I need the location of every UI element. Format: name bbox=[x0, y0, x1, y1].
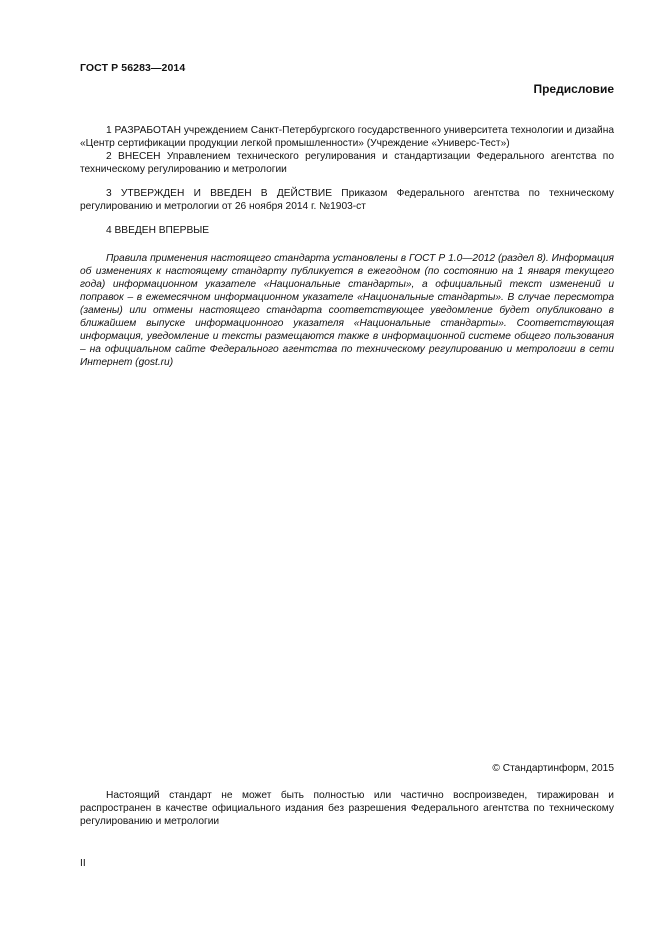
paragraph-first-introduced: 4 ВВЕДЕН ВПЕРВЫЕ bbox=[106, 225, 210, 236]
legal-notice: Настоящий стандарт не может быть полностью или частично воспроизведен, тиражирован и распространен в качестве официального издания без разрешения Федерального агентства по техническому регулированию и метрологии bbox=[80, 790, 614, 827]
copyright-notice: © Стандартинформ, 2015 bbox=[492, 763, 614, 774]
paragraph-introduced-by: 2 ВНЕСЕН Управлением технического регулирования и стандартизации Федерального агентства по техническому регулированию и метрологии bbox=[80, 151, 614, 175]
paragraph-application-rules: Правила применения настоящего стандарта установлены в ГОСТ Р 1.0—2012 (раздел 8). Информация об изменениях к настоящему стандарту публикуется в ежегодном (по состоянию на 1 января текущего года) информационном указателе «Национальные стандарты», а официальный текст изменений и поправок – в ежемесячном информационном указателе «Национальные стандарты». В случае пересмотра (замены) или отмены настоящего стандарта соответствующее уведомление будет опубликовано в ближайшем выпуске информационного указателя «Национальные стандарты». Соответствующая информация, уведомление и тексты размещаются также в информационной системе общего пользования – на официальном сайте Федерального агентства по техническому регулированию и метрологии в сети Интернет (gost.ru) bbox=[80, 253, 614, 368]
page-title: Предисловие bbox=[533, 82, 614, 96]
paragraph-approved: 3 УТВЕРЖДЕН И ВВЕДЕН В ДЕЙСТВИЕ Приказом Федерального агентства по техническому регулированию и метрологии от 26 ноября 2014 г. №1903-ст bbox=[80, 188, 614, 212]
document-header: ГОСТ Р 56283—2014 bbox=[80, 62, 186, 74]
page-number: II bbox=[80, 858, 86, 869]
paragraph-developed-by: 1 РАЗРАБОТАН учреждением Санкт-Петербургского государственного университета технологии и дизайна «Центр сертификации продукции легкой промышленности» (Учреждение «Универс-Тест») bbox=[80, 125, 614, 149]
